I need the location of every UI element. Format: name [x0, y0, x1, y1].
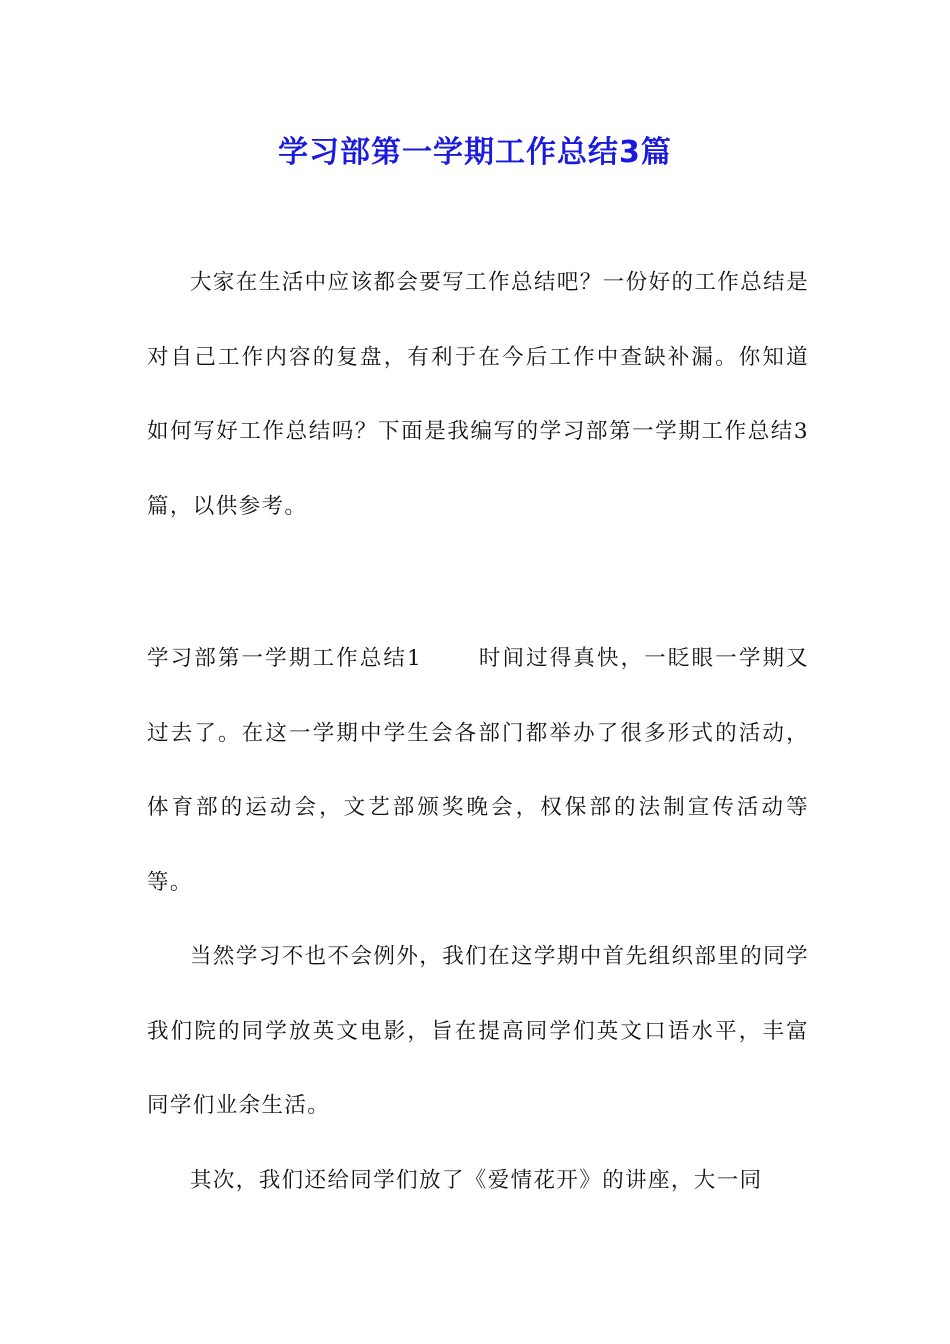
section-1-paragraph-1: 时间过得真快，一眨眼一学期又过去了。在这一学期中学生会各部门都举办了很多形式的活动，体育部的运动会，文艺部颁奖晚会，权保部的法制宣传活动等等。 — [147, 646, 810, 895]
section-1-heading: 学习部第一学期工作总结1 — [147, 646, 423, 671]
section-1-paragraph-2: 当然学习不也不会例外，我们在这学期中首先组织部里的同学我们院的同学放英文电影，旨在提高同学们英文口语水平，丰富同学们业余生活。 — [147, 944, 809, 1118]
document-title: 学习部第一学期工作总结3篇 — [278, 135, 672, 170]
intro-block — [147, 246, 809, 544]
section-1-block — [147, 622, 809, 1218]
section-1-paragraph-3: 其次，我们还给同学们放了《爱情花开》的讲座，大一同 — [190, 1167, 763, 1193]
intro-paragraph: 大家在生活中应该都会要写工作总结吧？一份好的工作总结是对自己工作内容的复盘，有利于在今后工作中查缺补漏。你知道如何写好工作总结吗？下面是我编写的学习部第一学期工作总结3篇，以供参考。 — [147, 270, 809, 519]
section-1-first-paragraph — [147, 622, 809, 920]
